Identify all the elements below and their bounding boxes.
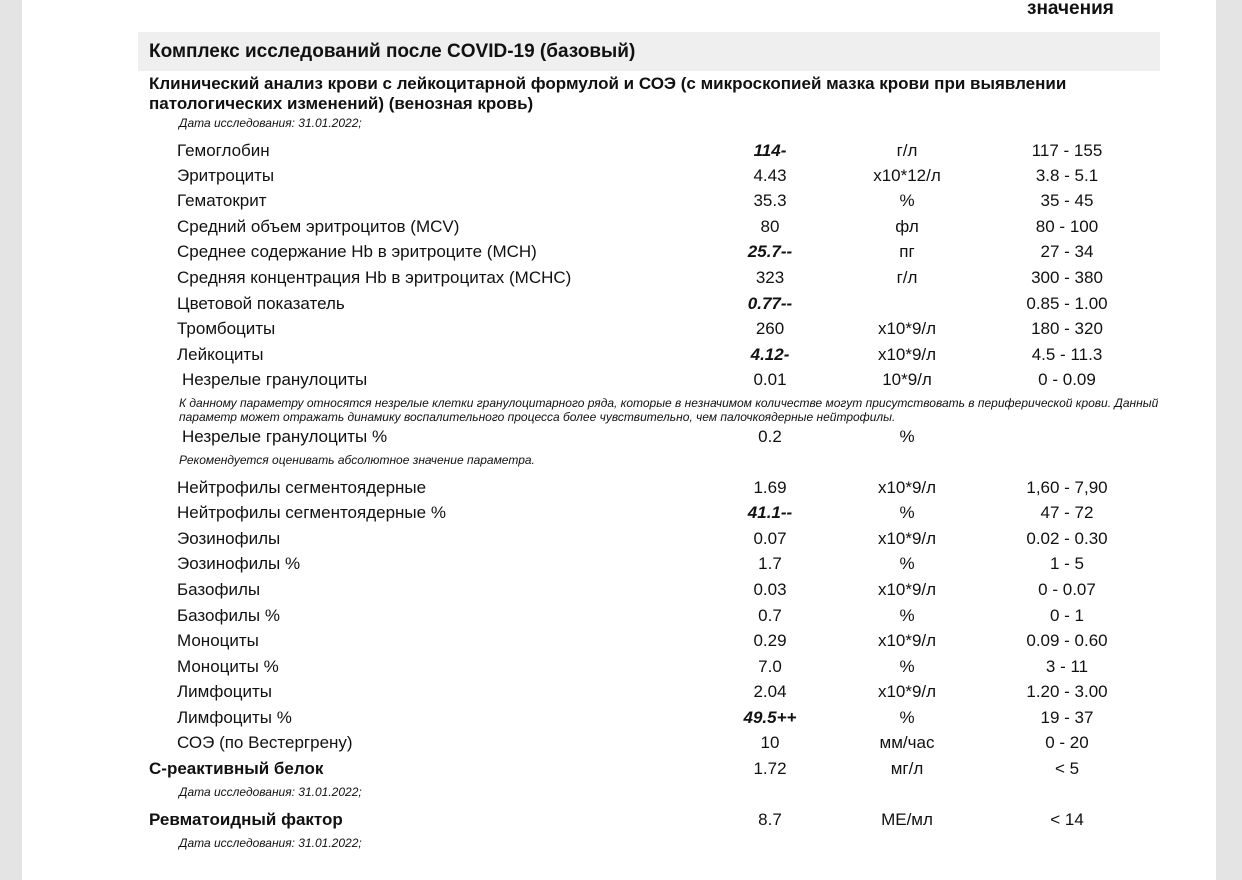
result-row-erythrocytes [22, 166, 1216, 191]
result-unit: г/л [896, 141, 918, 160]
result-name: Нейтрофилы сегментоядерные % [177, 503, 446, 522]
result-name: Лимфоциты % [177, 708, 292, 727]
result-reference: 300 - 380 [1031, 268, 1103, 287]
result-name: Эозинофилы % [177, 554, 301, 573]
result-reference: 1 - 5 [1049, 554, 1085, 573]
result-reference: < 5 [1054, 759, 1080, 778]
result-value-low: 114- [753, 141, 787, 160]
result-name: СОЭ (по Вестергрену) [177, 733, 353, 752]
result-reference: 3.8 - 5.1 [1035, 166, 1099, 185]
result-reference: 0 - 1 [1049, 606, 1085, 625]
result-reference: 35 - 45 [1040, 191, 1094, 210]
result-unit: % [899, 191, 915, 210]
result-value: 323 [755, 268, 785, 287]
result-row-basophils [22, 580, 1216, 605]
result-value: 1.69 [753, 478, 787, 497]
result-row-monocytes-pct [22, 657, 1216, 682]
column-header-reference: значения [1027, 0, 1114, 19]
result-row-esr [22, 733, 1216, 758]
result-unit: x10*9/л [877, 319, 937, 338]
result-value: 1.72 [753, 759, 787, 778]
result-row-rheumatoid-factor [22, 810, 1216, 835]
result-unit: x10*9/л [877, 529, 937, 548]
result-name: Цветовой показатель [177, 294, 345, 313]
cbc-title: Клинический анализ крови с лейкоцитарной формулой и СОЭ (с микроскопией мазка крови при выявлении патологических изменений) (венозная кровь) [149, 74, 1067, 113]
result-reference: 0 - 0.09 [1038, 370, 1096, 389]
result-name: Эозинофилы [177, 529, 281, 548]
result-value: 80 [760, 217, 780, 236]
result-unit: x10*9/л [877, 478, 937, 497]
result-unit: г/л [896, 268, 918, 287]
result-name: Среднее содержание Hb в эритроците (MCH) [177, 242, 537, 261]
section-title: Комплекс исследований после COVID-19 (базовый) [149, 41, 636, 62]
result-value: 4.43 [753, 166, 787, 185]
result-unit: x10*9/л [877, 631, 937, 650]
result-row-immature-granulocytes-pct [22, 427, 1216, 452]
result-name: Лейкоциты [177, 345, 264, 364]
result-unit: % [899, 503, 915, 522]
result-reference: 0.85 - 1.00 [1026, 294, 1108, 313]
result-value: 0.01 [753, 370, 787, 389]
result-unit: x10*9/л [877, 345, 937, 364]
result-reference: 117 - 155 [1031, 141, 1103, 160]
result-reference: 1.20 - 3.00 [1026, 682, 1108, 701]
result-name: Нейтрофилы сегментоядерные [177, 478, 427, 497]
result-reference: 1,60 - 7,90 [1026, 478, 1108, 497]
result-row-platelets [22, 319, 1216, 344]
result-unit: % [899, 427, 915, 446]
result-row-leukocytes [22, 345, 1216, 370]
result-name: С-реактивный белок [149, 759, 324, 778]
result-value: 0.7 [758, 606, 782, 625]
result-row-crp [22, 759, 1216, 784]
result-value: 0.03 [753, 580, 787, 599]
result-unit: фл [895, 217, 919, 236]
result-name: Незрелые гранулоциты [182, 370, 368, 389]
result-name: Моноциты % [177, 657, 279, 676]
result-row-immature-granulocytes [22, 370, 1216, 395]
result-value-high: 49.5++ [743, 708, 797, 727]
result-value: 1.7 [758, 554, 782, 573]
result-value: 260 [755, 319, 785, 338]
result-name: Лимфоциты [177, 682, 273, 701]
result-value-low: 25.7-- [747, 242, 793, 261]
result-row-mchc [22, 268, 1216, 293]
result-unit: мг/л [890, 759, 924, 778]
result-value-low: 4.12- [750, 345, 790, 364]
result-row-hematocrit [22, 191, 1216, 216]
result-unit: 10*9/л [882, 370, 932, 389]
result-name: Моноциты [177, 631, 259, 650]
result-row-eosinophils-pct [22, 554, 1216, 579]
result-row-neutrophils-pct [22, 503, 1216, 528]
result-name: Гематокрит [177, 191, 267, 210]
result-reference: 3 - 11 [1045, 657, 1089, 676]
report-page [22, 0, 1216, 880]
result-unit: x10*9/л [877, 682, 937, 701]
result-name: Базофилы [177, 580, 261, 599]
result-reference: 80 - 100 [1035, 217, 1099, 236]
rf-study-date: Дата исследования: 31.01.2022; [179, 836, 362, 850]
result-reference: 0.09 - 0.60 [1026, 631, 1108, 650]
result-name: Средняя концентрация Hb в эритроцитах (MCHC) [177, 268, 572, 287]
result-unit: % [899, 606, 915, 625]
result-reference: 0 - 0.07 [1038, 580, 1096, 599]
result-unit: x10*9/л [877, 580, 937, 599]
result-value: 8.7 [758, 810, 782, 829]
result-name: Эритроциты [177, 166, 275, 185]
cbc-study-date: Дата исследования: 31.01.2022; [179, 116, 362, 130]
result-row-lymphocytes [22, 682, 1216, 707]
immature-granulocytes-note: К данному параметру относятся незрелые клетки гранулоцитарного ряда, которые в незначимом количестве могут присутствовать в периферической крови. Данный параметр может отражать динамику воспалительного процесса более чувствительно, чем палочкоядерные нейтрофилы. [179, 396, 1159, 424]
result-unit: МЕ/мл [881, 810, 933, 829]
result-row-lymphocytes-pct [22, 708, 1216, 733]
result-reference: < 14 [1050, 810, 1084, 829]
result-reference: 27 - 34 [1040, 242, 1094, 261]
result-row-mcv [22, 217, 1216, 242]
result-unit: % [899, 657, 915, 676]
result-value: 0.2 [758, 427, 782, 446]
result-row-hemoglobin [22, 141, 1216, 166]
result-value: 10 [760, 733, 780, 752]
crp-study-date: Дата исследования: 31.01.2022; [179, 785, 362, 799]
result-name: Ревматоидный фактор [149, 810, 343, 829]
result-row-monocytes [22, 631, 1216, 656]
result-reference: 19 - 37 [1040, 708, 1094, 727]
result-value-low: 0.77-- [747, 294, 793, 313]
result-row-basophils-pct [22, 606, 1216, 631]
immature-granulocytes-pct-note: Рекомендуется оценивать абсолютное значение параметра. [179, 453, 535, 467]
result-value: 2.04 [753, 682, 787, 701]
result-row-mch [22, 242, 1216, 267]
result-unit: x10*12/л [873, 166, 941, 185]
result-value-low: 41.1-- [747, 503, 793, 522]
result-unit: пг [899, 242, 915, 261]
result-value: 0.07 [753, 529, 787, 548]
result-unit: % [899, 554, 915, 573]
result-name: Тромбоциты [177, 319, 276, 338]
result-reference: 4.5 - 11.3 [1031, 345, 1103, 364]
result-row-eosinophils [22, 529, 1216, 554]
result-reference: 0 - 20 [1045, 733, 1089, 752]
result-unit: % [899, 708, 915, 727]
result-value: 0.29 [753, 631, 787, 650]
result-reference: 0.02 - 0.30 [1026, 529, 1108, 548]
result-value: 7.0 [758, 657, 782, 676]
result-reference: 180 - 320 [1031, 319, 1103, 338]
result-name: Средний объем эритроцитов (MCV) [177, 217, 460, 236]
result-name: Гемоглобин [177, 141, 270, 160]
result-name: Базофилы % [177, 606, 280, 625]
result-unit: мм/час [879, 733, 935, 752]
result-reference: 47 - 72 [1040, 503, 1094, 522]
result-row-neutrophils [22, 478, 1216, 503]
result-value: 35.3 [753, 191, 787, 210]
result-row-color-index [22, 294, 1216, 319]
result-name: Незрелые гранулоциты % [182, 427, 388, 446]
